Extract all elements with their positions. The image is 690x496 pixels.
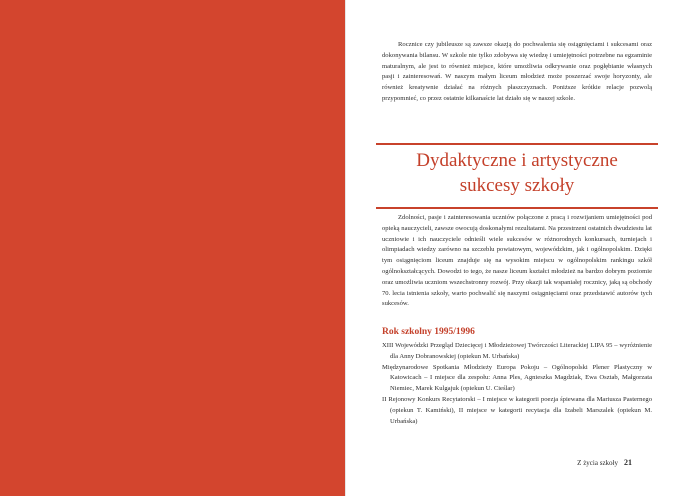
heading-rule-bottom (376, 207, 658, 209)
body-paragraph: Zdolności, pasje i zainteresowania uczniów połączone z pracą i rozwijaniem umiejętności pod opieką nauczycieli, zawsze owocują doskonałymi rezultatami. Na przestrzeni ostatnich dwudziestu lat uczniowie i ich nauczyciele odnieśli wiele sukcesów w różnorodnych konkursach, turniejach i olimpiadach wiedzy zarówno na szczeblu powiatowym, wojewódzkim, jak i ogólnopolskim. Dzięki tym osiągnięciom liceum znajduje się na wysokim miejscu w ogólnopolskim rankingu szkół ogólnokształcących. Dowodzi to tego, że nasze liceum kształci młodzież na bardzo dobrym poziomie oraz umożliwia uczniom wszechstronny rozwój. Przy okazji tak wspaniałej rocznicy, jaką są obchody 70. lecia istnienia szkoły, warto pochwalić się naszymi osiągnięciami oraz przedstawić autorów tych sukcesów. (382, 214, 652, 308)
section-heading (376, 149, 658, 198)
achievement-list (382, 341, 652, 427)
list-item: XIII Wojewódzki Przegląd Dziecięcej i Młodzieżowej Twórczości Literackiej LIPA 95 – wyróżnienie dla Anny Dobranowskiej (opiekun M. Urbańska) (382, 342, 652, 360)
section-heading-line2: sukcesy szkoły (459, 174, 575, 196)
page-number: 21 (624, 458, 632, 467)
section-heading-line1: Dydaktyczne i artystyczne (416, 150, 618, 171)
intro-paragraph: Rocznice czy jubileusze są zawsze okazją do pochwalenia się osiągnięciami i sukcesami oraz dokonywania bilansu. W szkole nie tylko zdobywa się wiedzę i umiejętności potrzebne na egzaminie maturalnym, ale jest to również miejsce, które umożliwia odkrywanie oraz pogłębianie własnych pasji i zainteresowań. W naszym małym liceum młodzież może poszerzać swoje horyzonty, ale również kreatywnie działać na różnych płaszczyznach. Poniższe krótkie relacje pozwolą przypomnieć, co przez ostatnie kilkanaście lat działo się w naszej szkole. (382, 41, 652, 102)
heading-rule-top (376, 143, 658, 145)
page-footer (577, 458, 632, 467)
right-page (346, 0, 690, 496)
year-heading: Rok szkolny 1995/1996 (382, 327, 475, 337)
running-footer-title: Z życia szkoły (577, 459, 618, 467)
list-item: Międzynarodowe Spotkania Młodzieży Europa Pokoju – Ogólnopolski Plener Plastyczny w Katowicach – I miejsce dla zespołu: Anna Ples, Agnieszka Magdziak, Ewa Osztab, Małgorzata Niemiec, Marek Kulgajuk (opiekun U. Cieślar) (382, 363, 652, 393)
list-item: II Rejonowy Konkurs Recytatorski – I miejsce w kategorii poezja śpiewana dla Mariusza Pasternego (opiekun T. Kamiński), II miejsce w kategorii recytacja dla Izabeli Marszalek (opiekun M. Urbańska) (382, 395, 652, 425)
